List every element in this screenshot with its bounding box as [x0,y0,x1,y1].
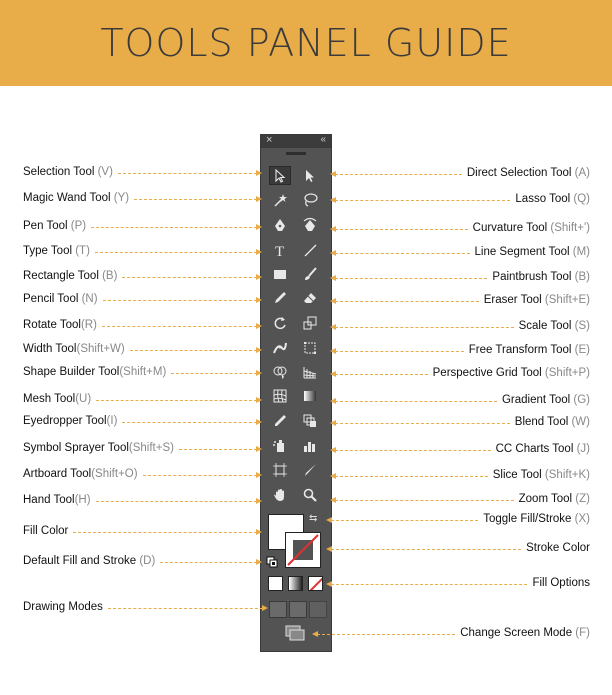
label-shortcut: (Z) [572,493,590,505]
label-shortcut: (Shift+M) [119,366,167,378]
label-name: Mesh Tool [23,393,76,405]
label-shortcut: (Y) [110,192,130,204]
shape-builder-icon [272,364,288,380]
label-name: Free Transform Tool [468,344,572,356]
lasso-tool-icon [302,192,318,208]
symbol-sprayer-icon [272,438,288,454]
left-label [23,366,166,378]
label-name: Eraser Tool [483,294,542,306]
leader-line [108,608,263,609]
right-label [460,627,590,639]
leader-arrow [330,473,336,479]
label-shortcut: (R) [80,319,97,331]
label-shortcut: (Shift+') [547,222,590,234]
mesh-tool-button[interactable] [269,386,291,405]
left-label [23,494,91,506]
cc-charts-button[interactable] [299,436,321,455]
left-label [23,293,98,305]
gradient-tool-icon [302,388,318,404]
free-transform-icon [302,340,318,356]
label-shortcut: (I) [106,415,118,427]
leader-line [335,253,470,254]
curvature-tool-button[interactable] [299,215,321,234]
leader-line [331,520,478,521]
label-name: Rectangle Tool [23,270,99,282]
curvature-tool-icon [302,217,318,233]
label-shortcut: (E) [571,344,590,356]
left-label [23,192,129,204]
leader-line [96,501,257,502]
leader-line [118,173,257,174]
label-shortcut: (B) [98,270,118,282]
label-name: Selection Tool [23,166,95,178]
leader-line [335,174,462,175]
type-tool-icon [272,242,288,258]
right-label [493,469,590,481]
rectangle-tool-button[interactable] [269,264,291,283]
leader-arrow [256,274,262,280]
leader-line [335,423,510,424]
default-fill-stroke-icon[interactable] [266,556,278,568]
label-name: Line Segment Tool [474,246,570,258]
right-label [475,246,591,258]
draw-inside-mode[interactable] [309,601,327,618]
right-label [502,394,590,406]
leader-arrow [256,559,262,565]
leader-line [335,351,464,352]
label-name: Zoom Tool [518,493,573,505]
leader-line [335,401,497,402]
leader-line [335,229,468,230]
pencil-tool-icon [272,290,288,306]
leader-arrow [330,447,336,453]
leader-arrow [256,347,262,353]
label-name: Blend Tool [514,416,569,428]
paintbrush-button[interactable] [299,264,321,283]
leader-line [331,584,527,585]
leader-line [122,422,257,423]
blend-tool-icon [302,413,318,429]
line-segment-icon [302,242,318,258]
label-shortcut: (U) [75,393,92,405]
leader-line [130,350,257,351]
gradient-tool-button[interactable] [299,386,321,405]
left-label [23,220,86,232]
label-name: Symbol Sprayer Tool [23,442,129,454]
leader-arrow [256,472,262,478]
left-label [23,555,155,567]
right-label [469,344,590,356]
label-shortcut: (H) [74,494,91,506]
leader-arrow [330,197,336,203]
label-shortcut: (J) [573,443,590,455]
leader-arrow [330,324,336,330]
right-label [532,577,590,589]
leader-line [95,252,257,253]
label-name: Gradient Tool [501,394,571,406]
lasso-tool-button[interactable] [299,190,321,209]
leader-line [335,374,428,375]
cc-charts-icon [302,438,318,454]
label-shortcut: (W) [568,416,590,428]
leader-line [171,373,257,374]
artboard-tool-button[interactable] [269,460,291,479]
leader-line [102,326,257,327]
stroke-color-swatch[interactable] [285,532,321,568]
leader-arrow [326,546,332,552]
leader-arrow [330,398,336,404]
fill-option-none[interactable] [308,576,323,591]
eraser-button[interactable] [299,288,321,307]
label-shortcut: (D) [136,555,156,567]
svg-text:T: T [275,243,285,258]
label-shortcut: (P) [67,220,87,232]
hand-tool-icon [272,487,288,503]
leader-arrow [256,419,262,425]
leader-line [335,301,479,302]
leader-arrow [256,170,262,176]
zoom-tool-button[interactable] [299,485,321,504]
magic-wand-icon [272,192,288,208]
artboard-tool-icon [272,462,288,478]
label-name: Fill Color [23,525,69,537]
eyedropper-button[interactable] [269,411,291,430]
label-shortcut: (T) [72,245,90,257]
left-label [23,468,138,480]
eraser-icon [302,290,318,306]
leader-line [73,532,257,533]
label-name: Perspective Grid Tool [432,367,542,379]
perspective-grid-button[interactable] [299,362,321,381]
line-segment-button[interactable] [299,240,321,259]
leader-line [96,400,257,401]
draw-behind-mode[interactable] [289,601,307,618]
label-shortcut: (Shift+P) [541,367,590,379]
leader-line [335,476,488,477]
right-label [473,222,590,234]
label-shortcut: (A) [571,167,590,179]
right-label [496,443,590,455]
left-label [23,343,125,355]
label-name: Rotate Tool [23,319,81,331]
direct-selection-button[interactable] [299,166,321,185]
leader-arrow [256,498,262,504]
fill-option-color[interactable] [268,576,283,591]
fill-option-gradient[interactable] [288,576,303,591]
scale-tool-button[interactable] [299,313,321,332]
leader-line [317,634,455,635]
label-shortcut: (G) [570,394,590,406]
label-name: Pencil Tool [23,293,79,305]
direct-selection-icon [302,168,318,184]
magic-wand-button[interactable] [269,190,291,209]
none-slash-icon [286,533,320,567]
label-name: Direct Selection Tool [466,167,572,179]
leader-arrow [330,226,336,232]
leader-arrow [326,517,332,523]
rectangle-tool-icon [272,266,288,282]
leader-line [122,277,257,278]
label-shortcut: (M) [569,246,590,258]
leader-arrow [330,171,336,177]
leader-arrow [256,529,262,535]
leader-line [335,278,487,279]
leader-line [103,300,257,301]
leader-arrow [256,249,262,255]
slice-tool-button[interactable] [299,460,321,479]
right-label [519,320,590,332]
title-banner [0,0,612,86]
label-name: Slice Tool [492,469,542,481]
pencil-tool-button[interactable] [269,288,291,307]
left-label [23,601,103,613]
label-name: CC Charts Tool [495,443,574,455]
leader-arrow [326,581,332,587]
leader-line [335,327,514,328]
leader-arrow [330,250,336,256]
rotate-tool-button[interactable] [269,313,291,332]
leader-arrow [256,196,262,202]
width-tool-icon [272,340,288,356]
free-transform-button[interactable] [299,338,321,357]
leader-line [91,227,257,228]
label-shortcut: (Shift+W) [76,343,125,355]
label-shortcut: (Shift+S) [128,442,174,454]
type-tool-button[interactable] [269,240,291,259]
leader-arrow [256,370,262,376]
scale-tool-icon [302,315,318,331]
panel-grip[interactable] [286,152,306,155]
label-shortcut: (Q) [570,193,590,205]
toggle-fill-stroke-icon[interactable]: ⇆ [309,513,318,524]
label-name: Change Screen Mode [460,627,573,639]
label-name: Fill Options [532,577,590,589]
right-label [515,416,590,428]
label-shortcut: (Shift+K) [541,469,590,481]
page-title: TOOLS PANEL GUIDE [100,21,512,65]
blend-tool-button[interactable] [299,411,321,430]
label-name: Artboard Tool [23,468,92,480]
rotate-tool-icon [272,315,288,331]
label-name: Paintbrush Tool [492,271,572,283]
leader-arrow [256,446,262,452]
zoom-tool-icon [302,487,318,503]
left-label [23,166,113,178]
label-name: Magic Wand Tool [23,192,111,204]
right-label [484,294,590,306]
right-label [483,513,590,525]
right-label [519,493,590,505]
label-name: Eyedropper Tool [23,415,107,427]
label-shortcut: (S) [571,320,590,332]
pen-tool-icon [272,217,288,233]
right-label [492,271,590,283]
label-shortcut: (Shift+O) [91,468,138,480]
draw-normal-mode[interactable] [269,601,287,618]
shape-builder-button[interactable] [269,362,291,381]
slice-tool-icon [302,462,318,478]
leader-arrow [312,631,318,637]
left-label [23,393,91,405]
leader-line [160,562,257,563]
label-shortcut: (N) [78,293,98,305]
label-name: Type Tool [23,245,73,257]
label-shortcut: (B) [571,271,590,283]
left-label [23,415,117,427]
left-label [23,319,97,331]
label-shortcut: (Shift+E) [541,294,590,306]
right-label [515,193,590,205]
leader-line [335,500,514,501]
hand-tool-button[interactable] [269,485,291,504]
width-tool-button[interactable] [269,338,291,357]
leader-arrow [330,420,336,426]
label-name: Lasso Tool [515,193,571,205]
paintbrush-icon [302,266,318,282]
eyedropper-icon [272,413,288,429]
leader-arrow [256,297,262,303]
leader-line [335,200,510,201]
label-name: Pen Tool [23,220,68,232]
collapse-icon[interactable]: « [320,134,326,145]
leader-arrow [256,224,262,230]
none-icon [309,577,323,591]
panel-header[interactable] [261,135,331,148]
label-name: Shape Builder Tool [23,366,120,378]
leader-arrow [330,275,336,281]
label-name: Default Fill and Stroke [23,555,137,567]
left-label [23,442,174,454]
label-name: Scale Tool [518,320,572,332]
selection-tool-button[interactable] [269,166,291,185]
right-label [433,367,590,379]
label-shortcut: (X) [571,513,590,525]
leader-arrow [330,298,336,304]
leader-arrow [330,497,336,503]
mesh-tool-icon [272,388,288,404]
close-icon[interactable]: × [266,134,273,146]
leader-line [331,549,521,550]
left-label [23,245,90,257]
perspective-grid-icon [302,364,318,380]
leader-arrow [256,397,262,403]
left-label [23,270,117,282]
label-name: Drawing Modes [23,601,103,613]
leader-arrow [330,371,336,377]
label-shortcut: (F) [572,627,590,639]
leader-line [179,449,257,450]
label-name: Hand Tool [23,494,75,506]
leader-line [134,199,257,200]
right-label [467,167,590,179]
right-label [526,542,590,554]
label-name: Width Tool [23,343,77,355]
symbol-sprayer-button[interactable] [269,436,291,455]
change-screen-mode-icon[interactable] [285,625,305,641]
pen-tool-button[interactable] [269,215,291,234]
left-label [23,525,68,537]
leader-arrow [262,605,268,611]
label-name: Stroke Color [526,542,590,554]
leader-arrow [256,323,262,329]
label-name: Toggle Fill/Stroke [483,513,572,525]
selection-tool-icon [272,168,288,184]
leader-arrow [330,348,336,354]
label-name: Curvature Tool [472,222,548,234]
leader-line [335,450,491,451]
label-shortcut: (V) [94,166,113,178]
leader-line [143,475,257,476]
